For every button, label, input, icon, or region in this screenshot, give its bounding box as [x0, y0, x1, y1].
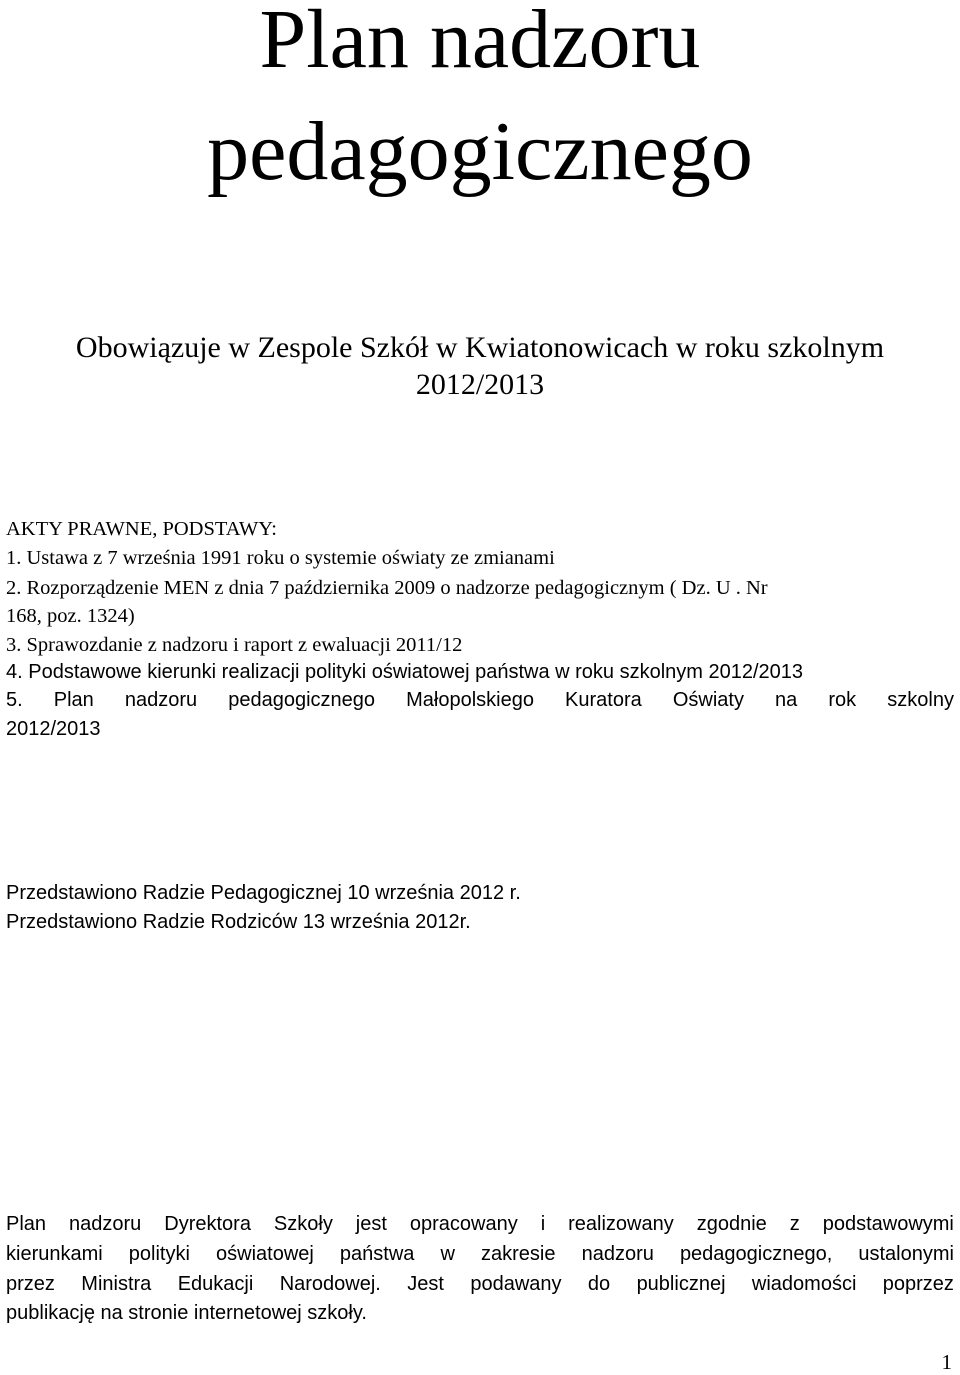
justified-word: szkolny	[887, 689, 954, 711]
justified-word: nadzoru	[581, 1243, 654, 1265]
justified-word: Kuratora	[565, 689, 642, 711]
justified-word: Narodowej.	[279, 1273, 381, 1295]
justified-word: Plan	[53, 689, 94, 711]
justified-word: zgodnie	[696, 1213, 767, 1235]
justified-word: państwa	[339, 1243, 415, 1265]
justified-word: opracowany	[409, 1213, 518, 1235]
justified-word: jest	[355, 1213, 387, 1235]
subtitle-line-1: Obowiązuje w Zespole Szkół w Kwiatonowicach w roku szkolnym	[75, 331, 885, 364]
paragraph-line-1	[6, 1214, 954, 1234]
justified-word: kierunkami	[6, 1243, 103, 1265]
legal-basis-item-3: 3. Sprawozdanie z nadzoru i raport z ewaluacji 2011/12	[6, 634, 463, 656]
justified-word: wiadomości	[751, 1273, 857, 1295]
justified-word: Ministra	[81, 1273, 152, 1295]
justified-word: podawany	[470, 1273, 562, 1295]
presented-to-parents-council: Przedstawiono Radzie Rodziców 13 września 2012r.	[6, 911, 471, 933]
legal-basis-item-1: 1. Ustawa z 7 września 1991 roku o systemie oświaty ze zmianami	[6, 547, 555, 569]
legal-basis-item-2-line-1: 2. Rozporządzenie MEN z dnia 7 października 2009 o nadzorze pedagogicznym ( Dz. U . Nr	[6, 577, 768, 599]
justified-word: na	[775, 689, 798, 711]
legal-basis-item-4: 4. Podstawowe kierunki realizacji polityki oświatowej państwa w roku szkolnym 2012/2013	[6, 661, 804, 683]
justified-word: Jest	[407, 1273, 444, 1295]
justified-word: Małopolskiego	[406, 689, 534, 711]
justified-word: pedagogicznego,	[679, 1243, 833, 1265]
justified-word: polityki	[128, 1243, 190, 1265]
legal-basis-item-5-line-2: 2012/2013	[6, 718, 101, 740]
justified-word: poprzez	[882, 1273, 954, 1295]
paragraph-line-4: publikację na stronie internetowej szkoły.	[6, 1302, 367, 1324]
justified-word: Edukacji	[177, 1273, 254, 1295]
justified-word: Plan	[6, 1213, 47, 1235]
legal-basis-heading: AKTY PRAWNE, PODSTAWY:	[6, 518, 277, 540]
legal-basis-item-2-line-2: 168, poz. 1324)	[6, 605, 135, 627]
legal-basis-item-5-line-1	[6, 690, 954, 710]
justified-word: oświatowej	[216, 1243, 314, 1265]
justified-word: nadzoru	[69, 1213, 142, 1235]
justified-word: Szkoły	[273, 1213, 333, 1235]
justified-word: zakresie	[481, 1243, 556, 1265]
justified-word: z	[789, 1213, 800, 1235]
page-number: 1	[941, 1350, 952, 1374]
paragraph-line-2	[6, 1244, 954, 1264]
justified-word: nadzoru	[124, 689, 198, 711]
justified-word: przez	[6, 1273, 55, 1295]
document-title-line-1: Plan nadzoru	[259, 0, 701, 86]
document-title-line-2: pedagogicznego	[207, 105, 753, 198]
justified-word: publicznej	[636, 1273, 726, 1295]
justified-word: Oświaty	[672, 689, 744, 711]
justified-word: podstawowymi	[822, 1213, 954, 1235]
justified-word: realizowany	[568, 1213, 674, 1235]
justified-word: pedagogicznego	[228, 689, 376, 711]
justified-word: do	[587, 1273, 611, 1295]
justified-word: Dyrektora	[164, 1213, 251, 1235]
justified-word: ustalonymi	[858, 1243, 954, 1265]
presented-to-teachers-council: Przedstawiono Radzie Pedagogicznej 10 września 2012 r.	[6, 882, 521, 904]
subtitle-line-2: 2012/2013	[415, 368, 545, 401]
justified-word: i	[540, 1213, 546, 1235]
justified-word: rok	[828, 689, 857, 711]
paragraph-line-3	[6, 1274, 954, 1294]
justified-word: w	[440, 1243, 455, 1265]
justified-word: 5.	[6, 689, 23, 711]
